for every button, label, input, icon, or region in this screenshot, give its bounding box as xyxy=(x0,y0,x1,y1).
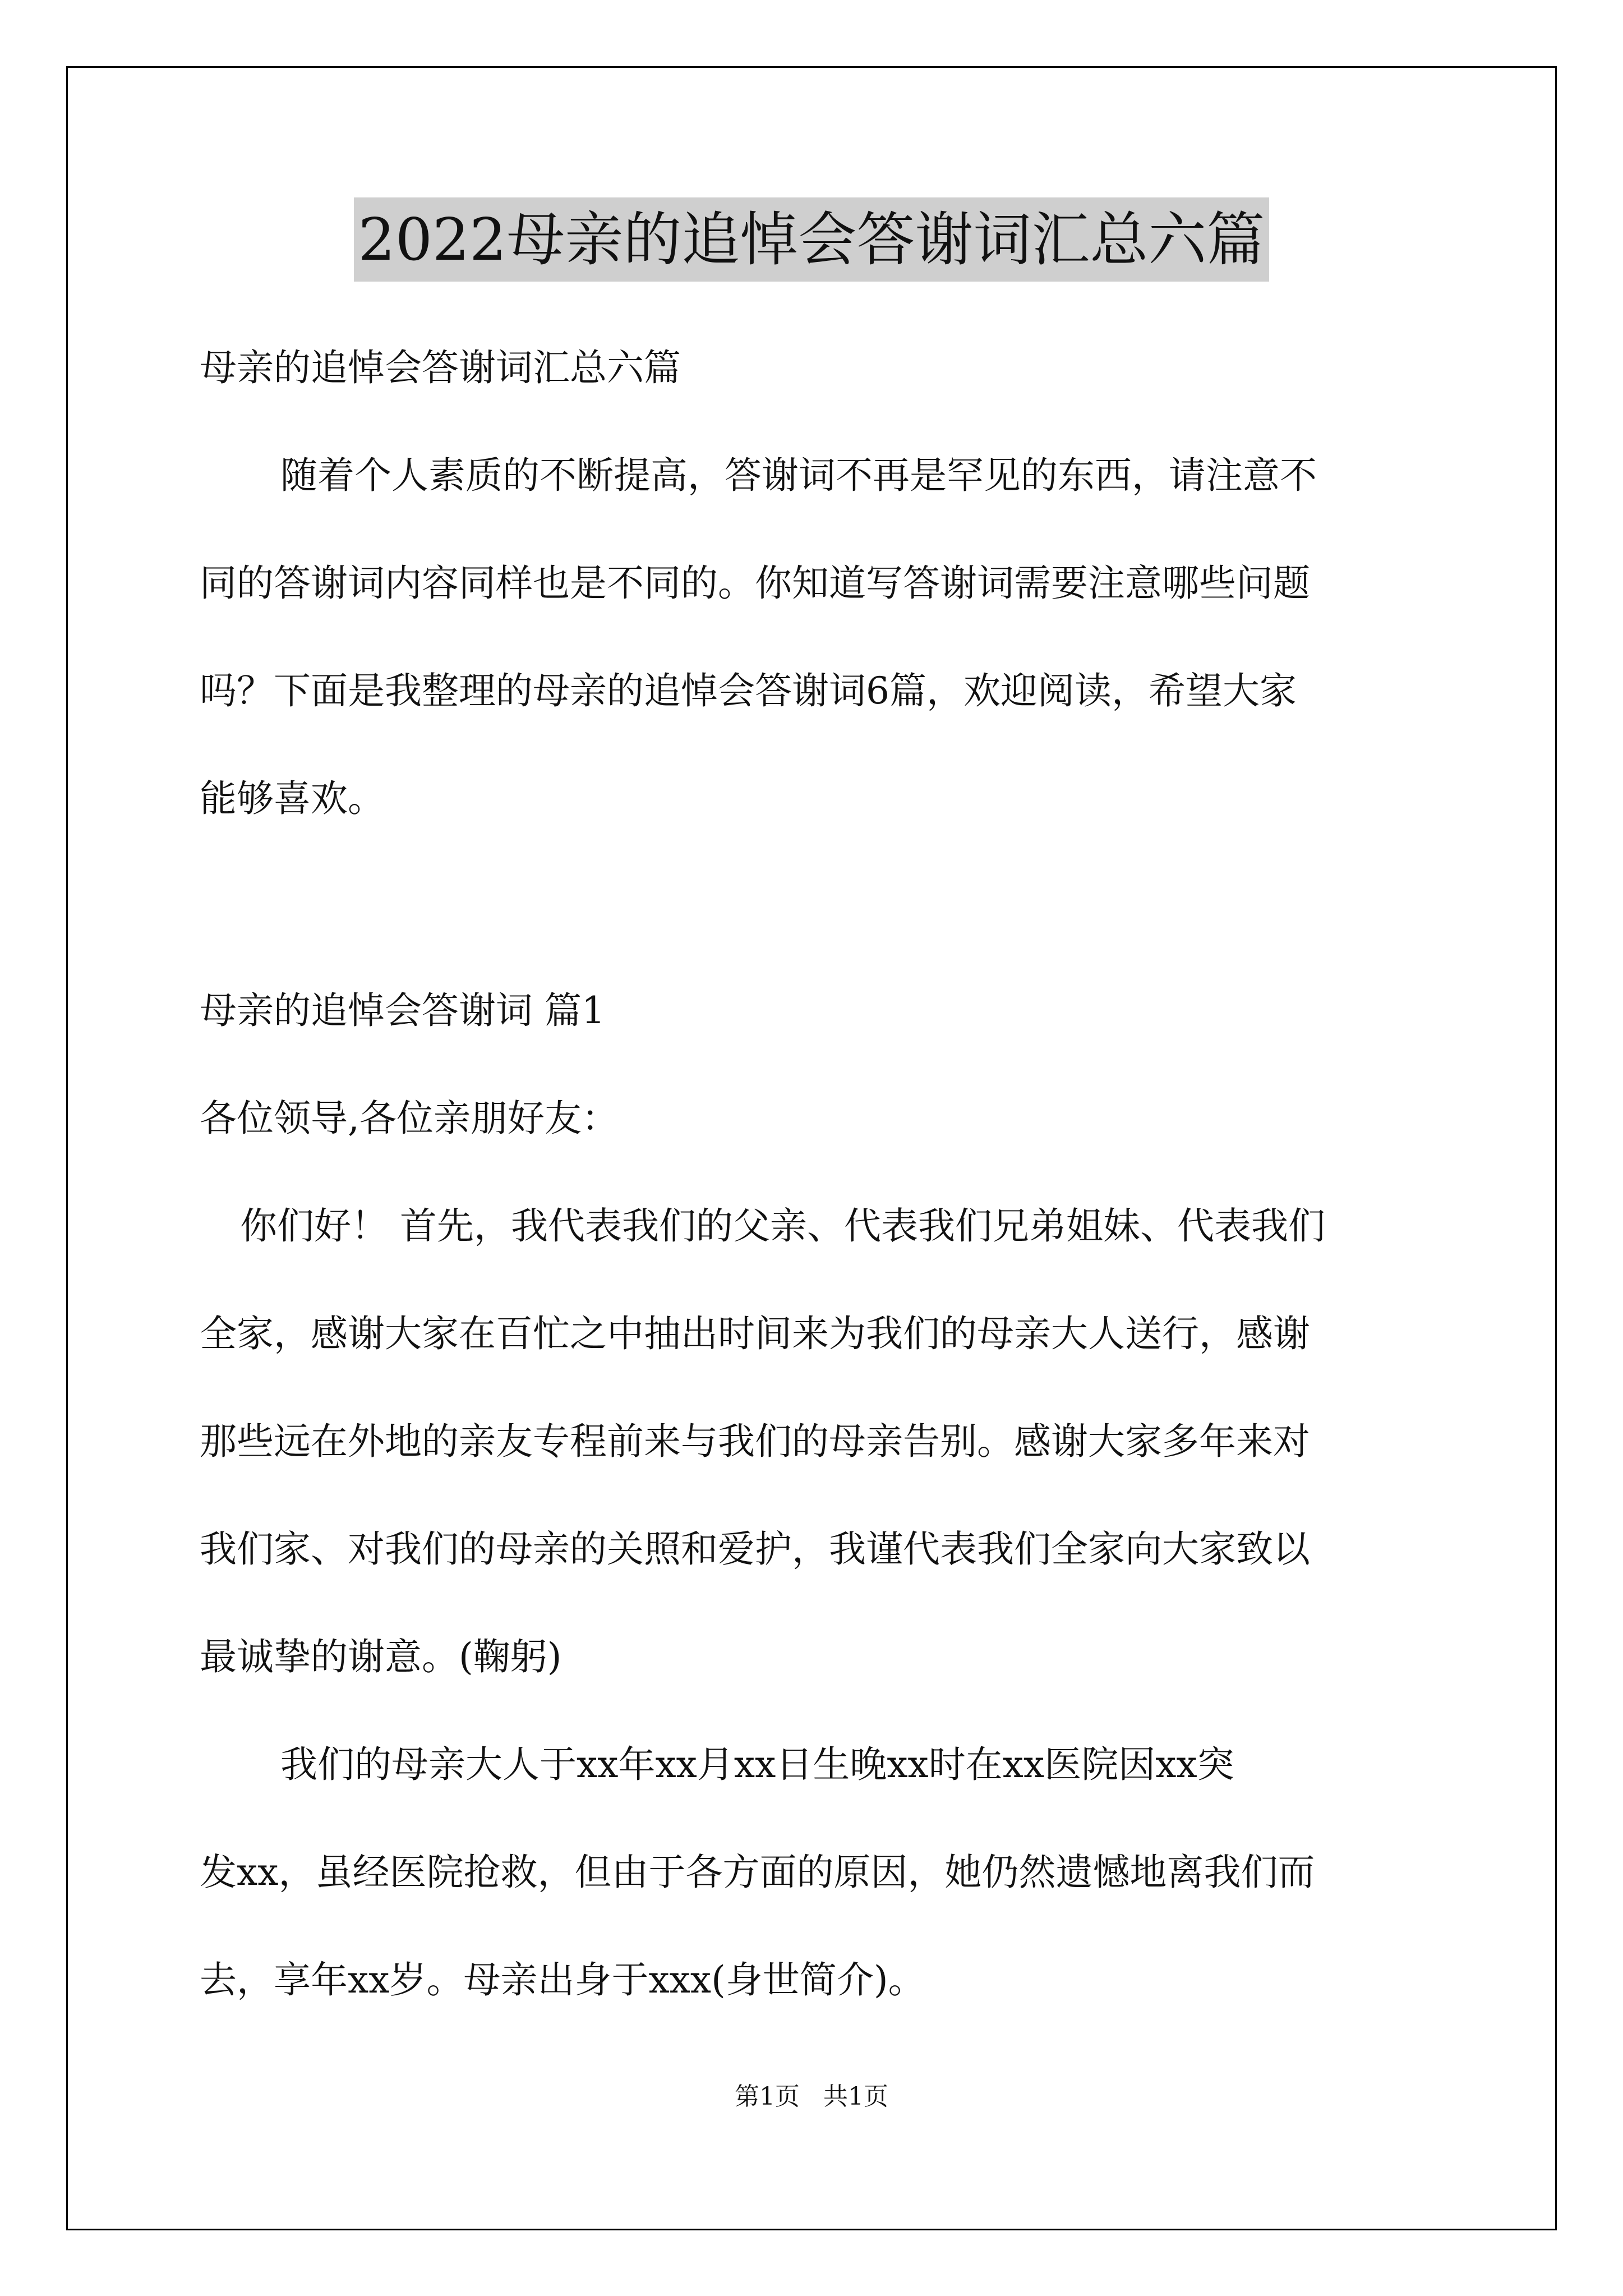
para2-line-1: 我们的母亲大人于xx年xx月xx日生晚xx时在xx医院因xx突 xyxy=(280,1743,1234,1786)
document-body xyxy=(200,314,1433,2034)
document-title: 2022母亲的追悼会答谢词汇总六篇 xyxy=(354,197,1270,282)
intro-line-4: 能够喜欢。 xyxy=(200,777,385,820)
spacer xyxy=(200,853,1433,957)
page-footer xyxy=(0,2080,1623,2114)
para1-line-2: 全家，感谢大家在百忙之中抽出时间来为我们的母亲大人送行，感谢 xyxy=(200,1312,1310,1355)
para1-line-3: 那些远在外地的亲友专程前来与我们的母亲告别。感谢大家多年来对 xyxy=(200,1420,1310,1463)
intro-line-2: 同的答谢词内容同样也是不同的。你知道写答谢词需要注意哪些问题 xyxy=(200,562,1310,605)
section-heading: 母亲的追悼会答谢词 篇1 xyxy=(200,989,605,1032)
intro-line-1: 随着个人素质的不断提高，答谢词不再是罕见的东西，请注意不 xyxy=(280,454,1317,497)
para2-line-2: 发xx，虽经医院抢救，但由于各方面的原因，她仍然遗憾地离我们而 xyxy=(200,1851,1315,1894)
para1-line-1: 你们好！ 首先，我代表我们的父亲、代表我们兄弟姐妹、代表我们 xyxy=(240,1204,1325,1248)
salutation: 各位领导,各位亲朋好友： xyxy=(200,1097,619,1140)
para1-line-5: 最诚挚的谢意。(鞠躬) xyxy=(200,1635,562,1678)
intro-line-3: 吗？下面是我整理的母亲的追悼会答谢词6篇，欢迎阅读，希望大家 xyxy=(200,669,1297,712)
para2-line-3: 去，享年xx岁。母亲出身于xxx(身世简介)。 xyxy=(200,1958,925,2001)
subtitle: 母亲的追悼会答谢词汇总六篇 xyxy=(200,346,681,389)
title-container xyxy=(0,197,1623,282)
page-number: 第1页 共1页 xyxy=(735,2082,888,2111)
para1-line-4: 我们家、对我们的母亲的关照和爱护，我谨代表我们全家向大家致以 xyxy=(200,1527,1310,1571)
